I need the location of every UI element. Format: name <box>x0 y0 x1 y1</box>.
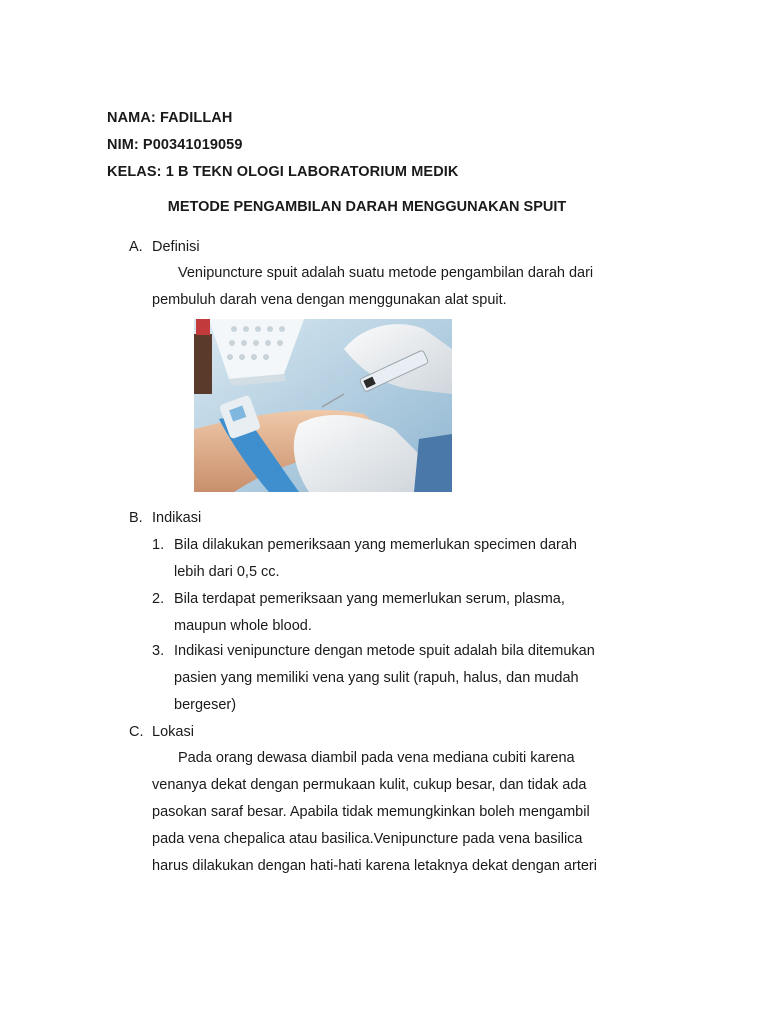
document-title: METODE PENGAMBILAN DARAH MENGGUNAKAN SPUIT <box>167 199 567 215</box>
section-b-letter: B. <box>129 510 143 526</box>
list-item <box>152 638 595 719</box>
list-item-number: 1. <box>152 537 165 553</box>
paragraph-line: Venipuncture spuit adalah suatu metode pengambilan darah dari <box>178 265 594 281</box>
student-name: NAMA: FADILLAH <box>107 110 233 126</box>
section-b-heading <box>129 510 201 526</box>
paragraph-line: pembuluh darah vena dengan menggunakan alat spuit. <box>152 292 507 308</box>
list-item-line: maupun whole blood. <box>174 618 312 634</box>
section-a-heading <box>129 239 200 255</box>
paragraph-line: harus dilakukan dengan hati-hati karena letaknya dekat dengan arteri <box>152 858 597 874</box>
list-item-line: pasien yang memiliki vena yang sulit (rapuh, halus, dan mudah <box>174 670 579 686</box>
paragraph-line: pasokan saraf besar. Apabila tidak memungkinkan boleh mengambil <box>152 804 590 820</box>
section-c-letter: C. <box>129 724 144 740</box>
section-b-title: Indikasi <box>152 510 202 526</box>
list-item-line: Indikasi venipuncture dengan metode spuit adalah bila ditemukan <box>174 643 595 659</box>
section-c-title: Lokasi <box>152 724 194 740</box>
paragraph-line: pada vena chepalica atau basilica.Venipuncture pada vena basilica <box>152 831 583 847</box>
list-item-number: 3. <box>152 643 165 659</box>
section-c-paragraph <box>152 745 597 880</box>
list-item-line: Bila terdapat pemeriksaan yang memerlukan serum, plasma, <box>174 591 565 607</box>
list-item-line: bergeser) <box>174 697 237 713</box>
student-nim: NIM: P00341019059 <box>107 137 243 153</box>
section-a-paragraph <box>152 260 593 314</box>
section-a-letter: A. <box>129 239 143 255</box>
student-class: KELAS: 1 B TEKN OLOGI LABORATORIUM MEDIK <box>107 164 459 180</box>
list-item-number: 2. <box>152 591 165 607</box>
list-item <box>152 586 565 640</box>
paragraph-line: Pada orang dewasa diambil pada vena mediana cubiti karena <box>178 750 575 766</box>
list-item <box>152 532 577 586</box>
list-item-line: lebih dari 0,5 cc. <box>174 564 280 580</box>
section-c-heading <box>129 724 194 740</box>
paragraph-line: venanya dekat dengan permukaan kulit, cukup besar, dan tidak ada <box>152 777 587 793</box>
list-item-line: Bila dilakukan pemeriksaan yang memerlukan specimen darah <box>174 537 577 553</box>
venipuncture-photo <box>194 319 452 492</box>
section-a-title: Definisi <box>152 239 200 255</box>
